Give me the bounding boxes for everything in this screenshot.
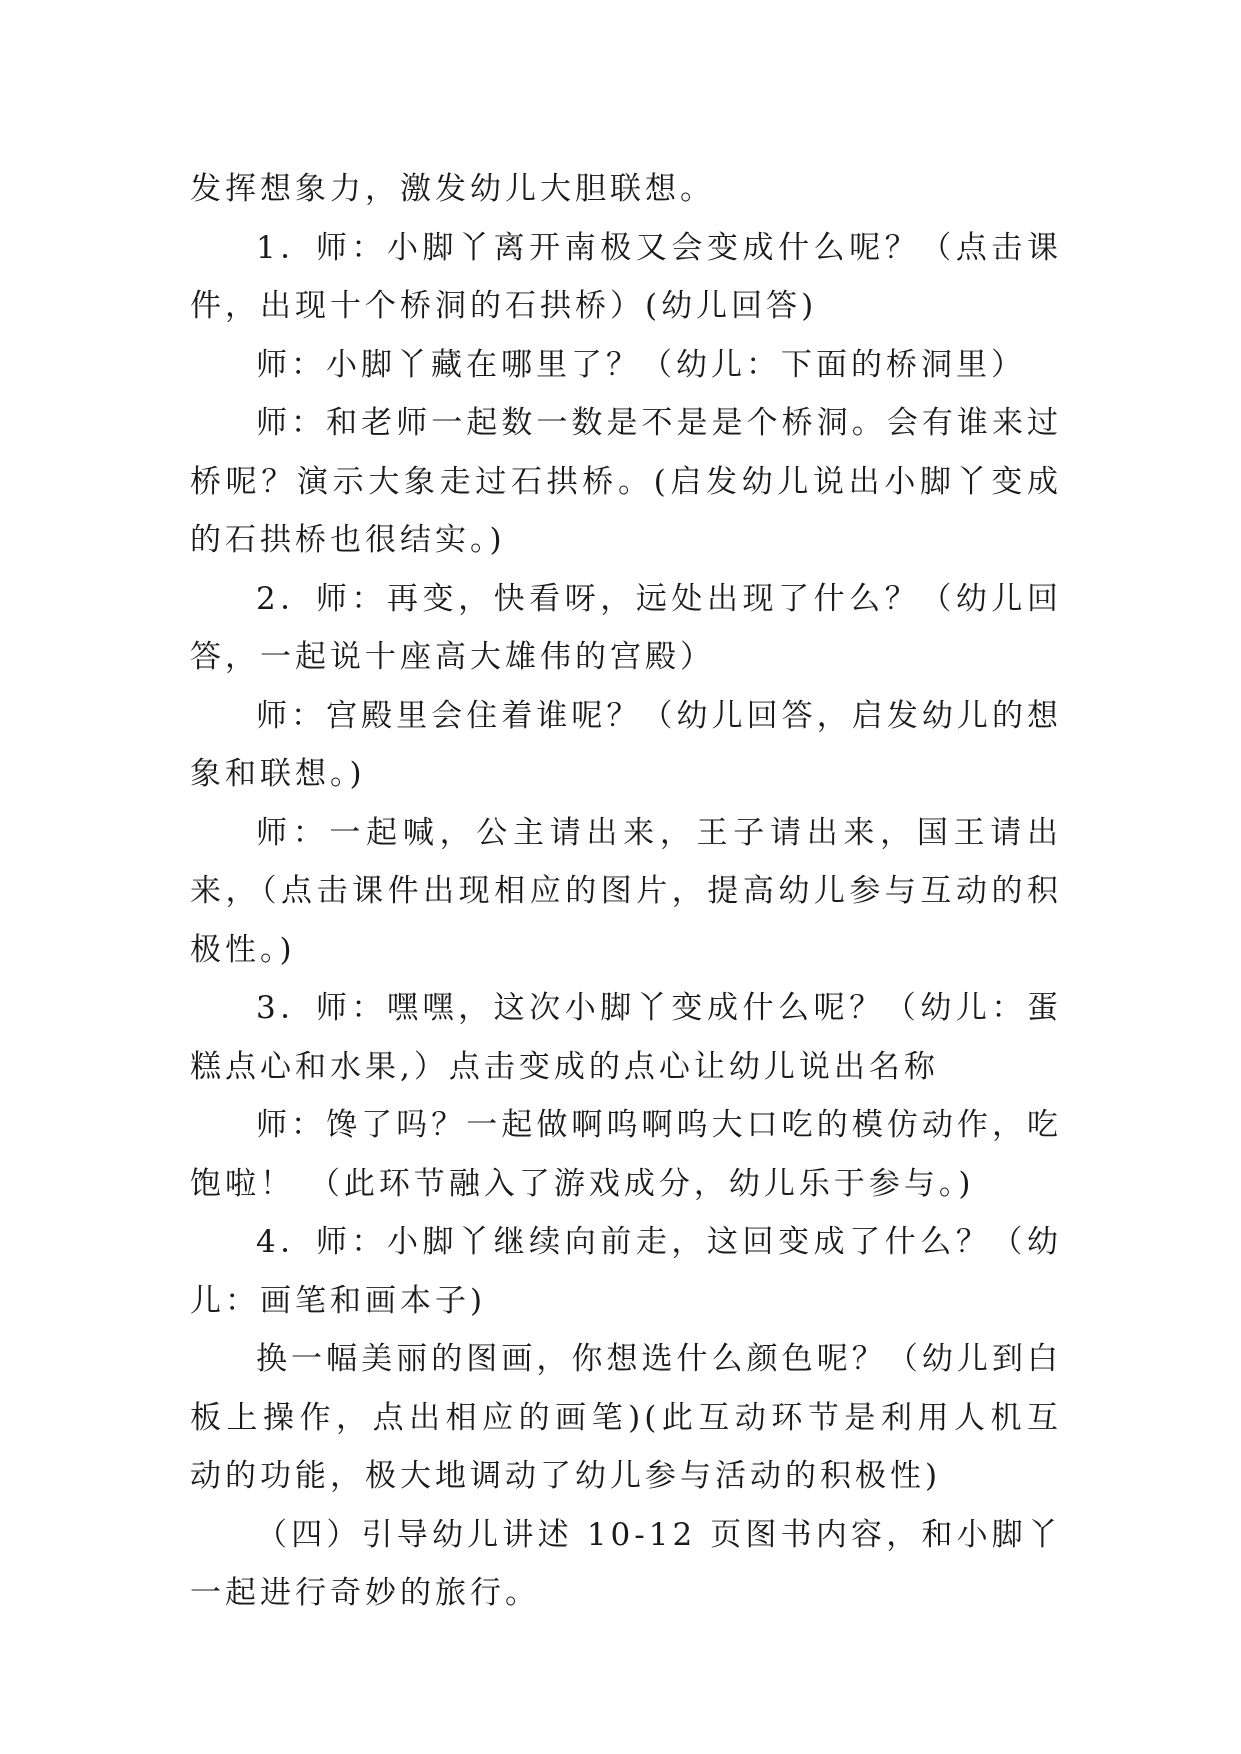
paragraph-step-4: 4．师：小脚丫继续向前走，这回变成了什么？（幼儿：画笔和画本子) — [190, 1224, 1062, 1319]
paragraph-continuation: 发挥想象力，激发幼儿大胆联想。 — [190, 171, 715, 207]
paragraph-step-3: 3．师：嘿嘿，这次小脚丫变成什么呢？（幼儿：蛋糕点心和水果,）点击变成的点心让幼儿说出名称 — [190, 990, 1062, 1085]
paragraph-drawing: 换一幅美丽的图画，你想选什么颜色呢？（幼儿到白板上操作，点出相应的画笔)(此互动环节是利用人机互动的功能，极大地调动了幼儿参与活动的积极性) — [190, 1341, 1062, 1494]
paragraph-step-2: 2．师：再变，快看呀，远处出现了什么？（幼儿回答，一起说十座高大雄伟的宫殿） — [190, 580, 1062, 675]
paragraph-teacher-shout: 师：一起喊，公主请出来，王子请出来，国王请出来，（点击课件出现相应的图片，提高幼儿参与互动的积极性。) — [190, 814, 1062, 968]
paragraph-teacher-question: 师：小脚丫藏在哪里了？（幼儿：下面的桥洞里） — [256, 346, 1026, 383]
paragraph-section-four: （四）引导幼儿讲述 10-12 页图书内容，和小脚丫一起进行奇妙的旅行。 — [190, 1516, 1062, 1611]
paragraph-teacher-eat: 师：馋了吗？一起做啊呜啊呜大口吃的模仿动作，吃饱啦！ （此环节融入了游戏成分，幼儿乐于参与。) — [190, 1107, 1062, 1202]
paragraph-teacher-palace: 师：宫殿里会住着谁呢？（幼儿回答，启发幼儿的想象和联想。) — [190, 697, 1062, 792]
document-body — [190, 160, 1062, 1623]
paragraph-step-1: 1．师：小脚丫离开南极又会变成什么呢？（点击课件，出现十个桥洞的石拱桥）(幼儿回答) — [190, 229, 1062, 324]
paragraph-teacher-count: 师：和老师一起数一数是不是是个桥洞。会有谁来过桥呢？演示大象走过石拱桥。(启发幼儿说出小脚丫变成的石拱桥也很结实。) — [190, 405, 1062, 558]
